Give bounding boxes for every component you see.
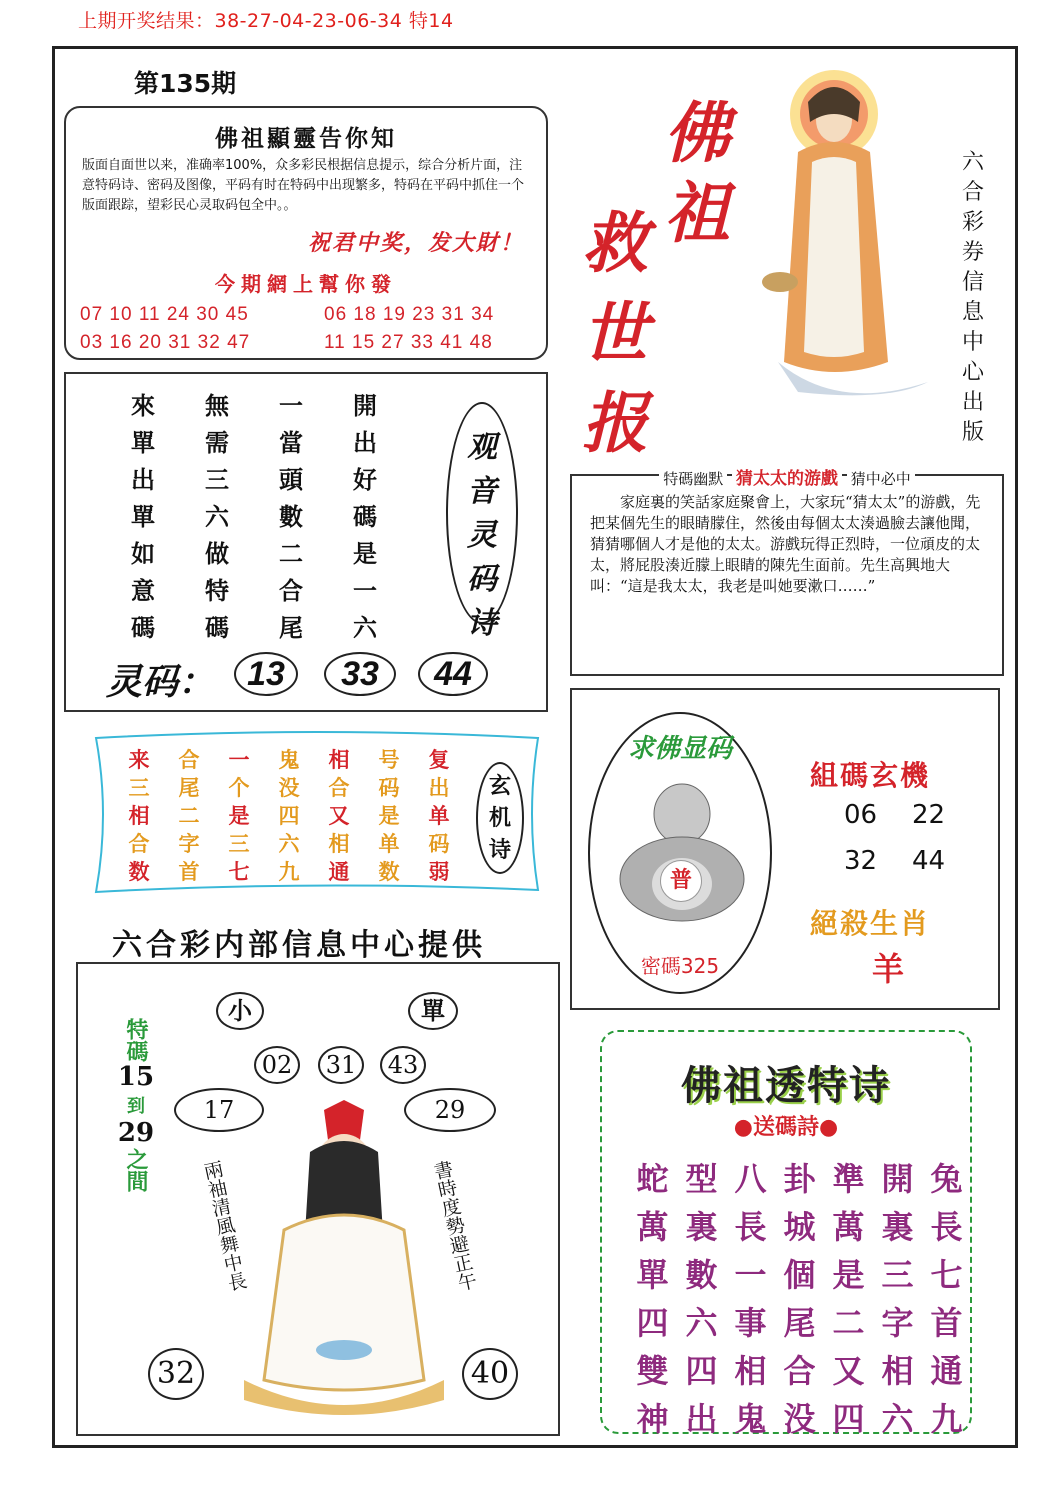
xuanji-char: 数 [378,859,400,884]
xuanji-oval-label [478,770,522,866]
trans-poem-char: 是 [832,1256,865,1294]
trans-title: 佛祖透特诗 [681,1062,891,1109]
trans-poem-char: 字 [881,1304,914,1342]
xuanji-grid [114,744,464,884]
tema-to-word: 到 [127,1096,145,1117]
xuanji-char: 是 [228,803,250,828]
poem-oval-label [448,426,516,646]
lingma-value: 33 [324,652,396,696]
trans-poem-char: 萬 [832,1208,865,1246]
zuma-box [570,688,1000,1010]
poem-char: 頭 [279,465,303,494]
trans-poem-char: 出 [685,1400,718,1438]
title-char-3: 救 [582,204,648,282]
joke-title [572,464,1002,489]
xuanji-char: 三 [128,775,150,800]
trans-poem-char: 四 [832,1400,865,1438]
trans-poem-char: 一 [734,1256,767,1294]
poem-char: 單 [131,428,155,457]
issue-number: 第135期 [134,69,237,98]
xuanji-char: 三 [228,831,250,856]
poem-char: 合 [279,576,303,605]
numbers-row2-right: 11 15 27 33 41 48 [324,332,493,353]
trans-poem-char: 雙 [636,1352,669,1390]
xuanji-char: 四 [278,803,300,828]
xuanji-char: 二 [178,803,200,828]
trans-poem-char: 四 [685,1352,718,1390]
lingma-value: 13 [234,652,298,696]
poem-char: 開 [353,391,377,420]
xuanji-char: 九 [278,859,300,884]
kill-label: 絕殺生肖 [810,907,931,940]
trans-poem-char: 卦 [783,1160,816,1198]
trans-poem-char: 單 [636,1256,669,1294]
trans-poem-char: 城 [783,1208,816,1246]
poem-char: 一 [353,576,377,605]
title-char-2: 祖 [664,174,730,252]
publisher-vertical: 六合彩券信息中心出版 [961,150,984,445]
trans-poem-char: 長 [930,1208,963,1246]
poem-oval-char: 音 [467,474,497,509]
lingma-value: 44 [418,652,488,696]
trans-poem-char: 相 [734,1352,767,1390]
trans-poem-char: 神 [636,1400,669,1438]
trans-poem-char: 九 [930,1400,963,1438]
trans-poem-char: 蛇 [636,1160,669,1198]
title-char-5: 报 [582,384,648,462]
tema-to: 29 [117,1118,155,1148]
title-char-1: 佛 [664,94,730,172]
tema-range [116,1018,156,1192]
poem-char: 尾 [279,613,303,642]
guanyin-seated-illustration [224,1100,464,1420]
zuma-oval-title: 求佛显码 [627,734,732,764]
help-title: 今期網上幫你發 [215,272,397,296]
trans-poem-char: 八 [734,1160,767,1198]
xuanji-char: 六 [278,831,300,856]
verse-right: 書時度勢避正午 [429,1158,479,1294]
poem-char: 是 [353,539,377,568]
notice-box [64,106,548,360]
slogan: 祝君中奖，发大財！ [307,230,524,256]
tema-between: 之間 [123,1148,149,1192]
xuanji-char: 码 [428,831,450,856]
number-mid: 29 [404,1088,496,1132]
joke-title-right: 猜中必中 [847,470,915,488]
number-top: 31 [318,1046,364,1084]
poem-char: 做 [205,539,229,568]
trans-poem-char: 六 [685,1304,718,1342]
xuanji-char: 通 [328,859,350,884]
poem-char: 意 [131,576,155,605]
kill-value: 羊 [872,950,905,988]
poem-char: 三 [205,465,229,494]
xuanji-char: 来 [128,747,150,772]
poem-char: 特 [205,576,229,605]
guanyin-illustration [738,62,948,422]
trans-poem-char: 四 [636,1304,669,1342]
poem-oval [446,402,518,641]
trans-poem-char: 六 [881,1400,914,1438]
poem-char: 出 [131,465,155,494]
trans-poem-char: 合 [783,1352,816,1390]
zuma-number: 44 [912,846,946,876]
xuanji-char: 单 [378,831,400,856]
poem-oval-char: 码 [467,562,497,597]
trans-poem-char: 相 [881,1352,914,1390]
poem-char: 如 [131,539,155,568]
number-top: 43 [380,1046,426,1084]
verse-left: 兩袖清風舞中長 [199,1158,249,1294]
trans-poem-char: 没 [783,1400,816,1438]
trans-poem-char: 二 [832,1304,865,1342]
xuanji-char: 没 [278,775,300,800]
tema-from: 15 [117,1062,155,1092]
lingma-label: 灵码： [106,661,215,703]
xuanji-char: 合 [328,775,350,800]
poem-char: 六 [353,613,377,642]
zuma-number: 06 [844,800,878,830]
number-bottom: 40 [462,1348,518,1400]
xuanji-char: 首 [178,859,200,884]
xuanji-char: 相 [128,803,150,828]
trans-subtitle-text: 送碼詩 [752,1114,819,1140]
xuanji-char: 是 [378,803,400,828]
poem-char: 需 [205,428,229,457]
xuanji-oval-char: 玄 [488,773,511,799]
notice-title: 佛祖顯靈告你知 [215,125,397,152]
numbers-row1-right: 06 18 19 23 31 34 [324,304,495,325]
trans-poem-char: 個 [783,1256,816,1294]
joke-title-mid: 猜太太的游戲 [732,469,842,489]
trans-poem-char: 尾 [783,1304,816,1342]
joke-body: 家庭裏的笑話家庭聚會上，大家玩“猜太太”的游戲，先把某個先生的眼睛朦住，然後由每個太太湊過臉去讓他聞，猜猜哪個人才是他的太太。游戲玩得正烈時，一位頑皮的太太，將屁股湊近朦上眼睛的陳先生面前。先生高興地大叫：“這是我太太，我老是叫她要漱口……” [590,493,981,595]
title-char-4: 世 [582,294,648,372]
xuanji-char: 弱 [428,859,450,884]
xuanji-char: 又 [328,803,350,828]
trans-poem-char: 數 [685,1256,718,1294]
poem-char: 來 [131,391,155,420]
xuanji-char: 合 [178,747,200,772]
zuma-mima: 密碼325 [640,954,720,978]
xuanji-char: 出 [428,775,450,800]
xuanji-char: 码 [378,775,400,800]
trans-poem-char: 兔 [930,1160,963,1198]
poem-oval-char: 灵 [467,518,497,553]
zuma-number: 22 [912,800,946,830]
trans-poem-char: 長 [734,1208,767,1246]
xuanji-oval-char: 诗 [488,837,511,863]
trans-poem-grid [628,1154,971,1442]
notice-description: 版面自面世以来，准确率100%，众多彩民根据信息提示，综合分析片面，注意特码诗、密码及图像，平码有时在特码中出现繁多，特码在平码中抓住一个版面跟踪，望彩民心灵取码包全中。。 [82,158,525,213]
xuanji-char: 单 [428,803,450,828]
poem-box [64,372,548,712]
xuanji-char: 相 [328,831,350,856]
poem-char: 碼 [131,613,155,642]
xuanji-oval [476,762,524,874]
joke-title-left: 特碼幽默 [659,470,727,488]
trans-poem-char: 又 [832,1352,865,1390]
poem-char: 單 [131,502,155,531]
xuanji-char: 相 [328,747,350,772]
numbers-row1-left: 07 10 11 24 30 45 [80,304,249,325]
poem-char: 六 [205,502,229,531]
xuanji-char: 鬼 [278,747,300,772]
tema-label: 特碼 [123,1018,149,1062]
poem-grid [106,386,402,645]
zuma-number: 32 [844,846,878,876]
poem-char: 數 [279,502,303,531]
trans-poem-char: 型 [685,1160,718,1198]
poem-char: 出 [353,428,377,457]
numbers-row2-left: 03 16 20 31 32 47 [80,332,251,353]
xuanji-char: 数 [128,859,150,884]
zuma-oval [588,712,772,994]
joke-box [570,469,1004,676]
zuma-badge: 普 [660,860,702,902]
trans-poem-char: 裏 [881,1208,914,1246]
xuanji-oval-char: 机 [488,805,511,831]
tag-single: 單 [408,992,458,1030]
internal-label: 六合彩内部信息中心提供 [112,928,486,963]
trans-poem-char: 開 [881,1160,914,1198]
poem-char: 好 [353,465,377,494]
poem-char: 碼 [205,613,229,642]
xuanji-char: 字 [178,831,200,856]
trans-poem-char: 三 [881,1256,914,1294]
poem-char: 一 [279,391,303,420]
trans-poem-char: 七 [930,1256,963,1294]
xuanji-char: 号 [378,747,400,772]
trans-poem-char: 準 [832,1160,865,1198]
poem-oval-char: 观 [467,430,497,465]
xuanji-char: 个 [228,775,250,800]
last-result: 上期开奖结果：38-27-04-23-06-34 特14 [78,10,454,32]
poem-oval-char: 诗 [467,606,497,641]
trans-poem-char: 裏 [685,1208,718,1246]
poem-char: 無 [205,391,229,420]
zuma-title: 組碼玄機 [810,759,931,792]
number-mid: 17 [174,1088,264,1132]
poem-char: 當 [279,428,303,457]
xuanji-char: 一 [228,747,250,772]
number-bottom: 32 [148,1348,204,1400]
poem-char: 二 [279,539,303,568]
number-top: 02 [254,1046,300,1084]
trans-poem-char: 事 [734,1304,767,1342]
trans-subtitle: ●送碼詩● [733,1114,839,1140]
poem-char: 碼 [353,502,377,531]
trans-poem-char: 通 [930,1352,963,1390]
trans-poem-char: 鬼 [734,1400,767,1438]
xuanji-char: 七 [228,859,250,884]
xuanji-char: 合 [128,831,150,856]
trans-poem-char: 萬 [636,1208,669,1246]
trans-poem-char: 首 [930,1304,963,1342]
xuanji-char: 复 [428,747,450,772]
tag-small: 小 [216,992,264,1030]
xuanji-char: 尾 [178,775,200,800]
